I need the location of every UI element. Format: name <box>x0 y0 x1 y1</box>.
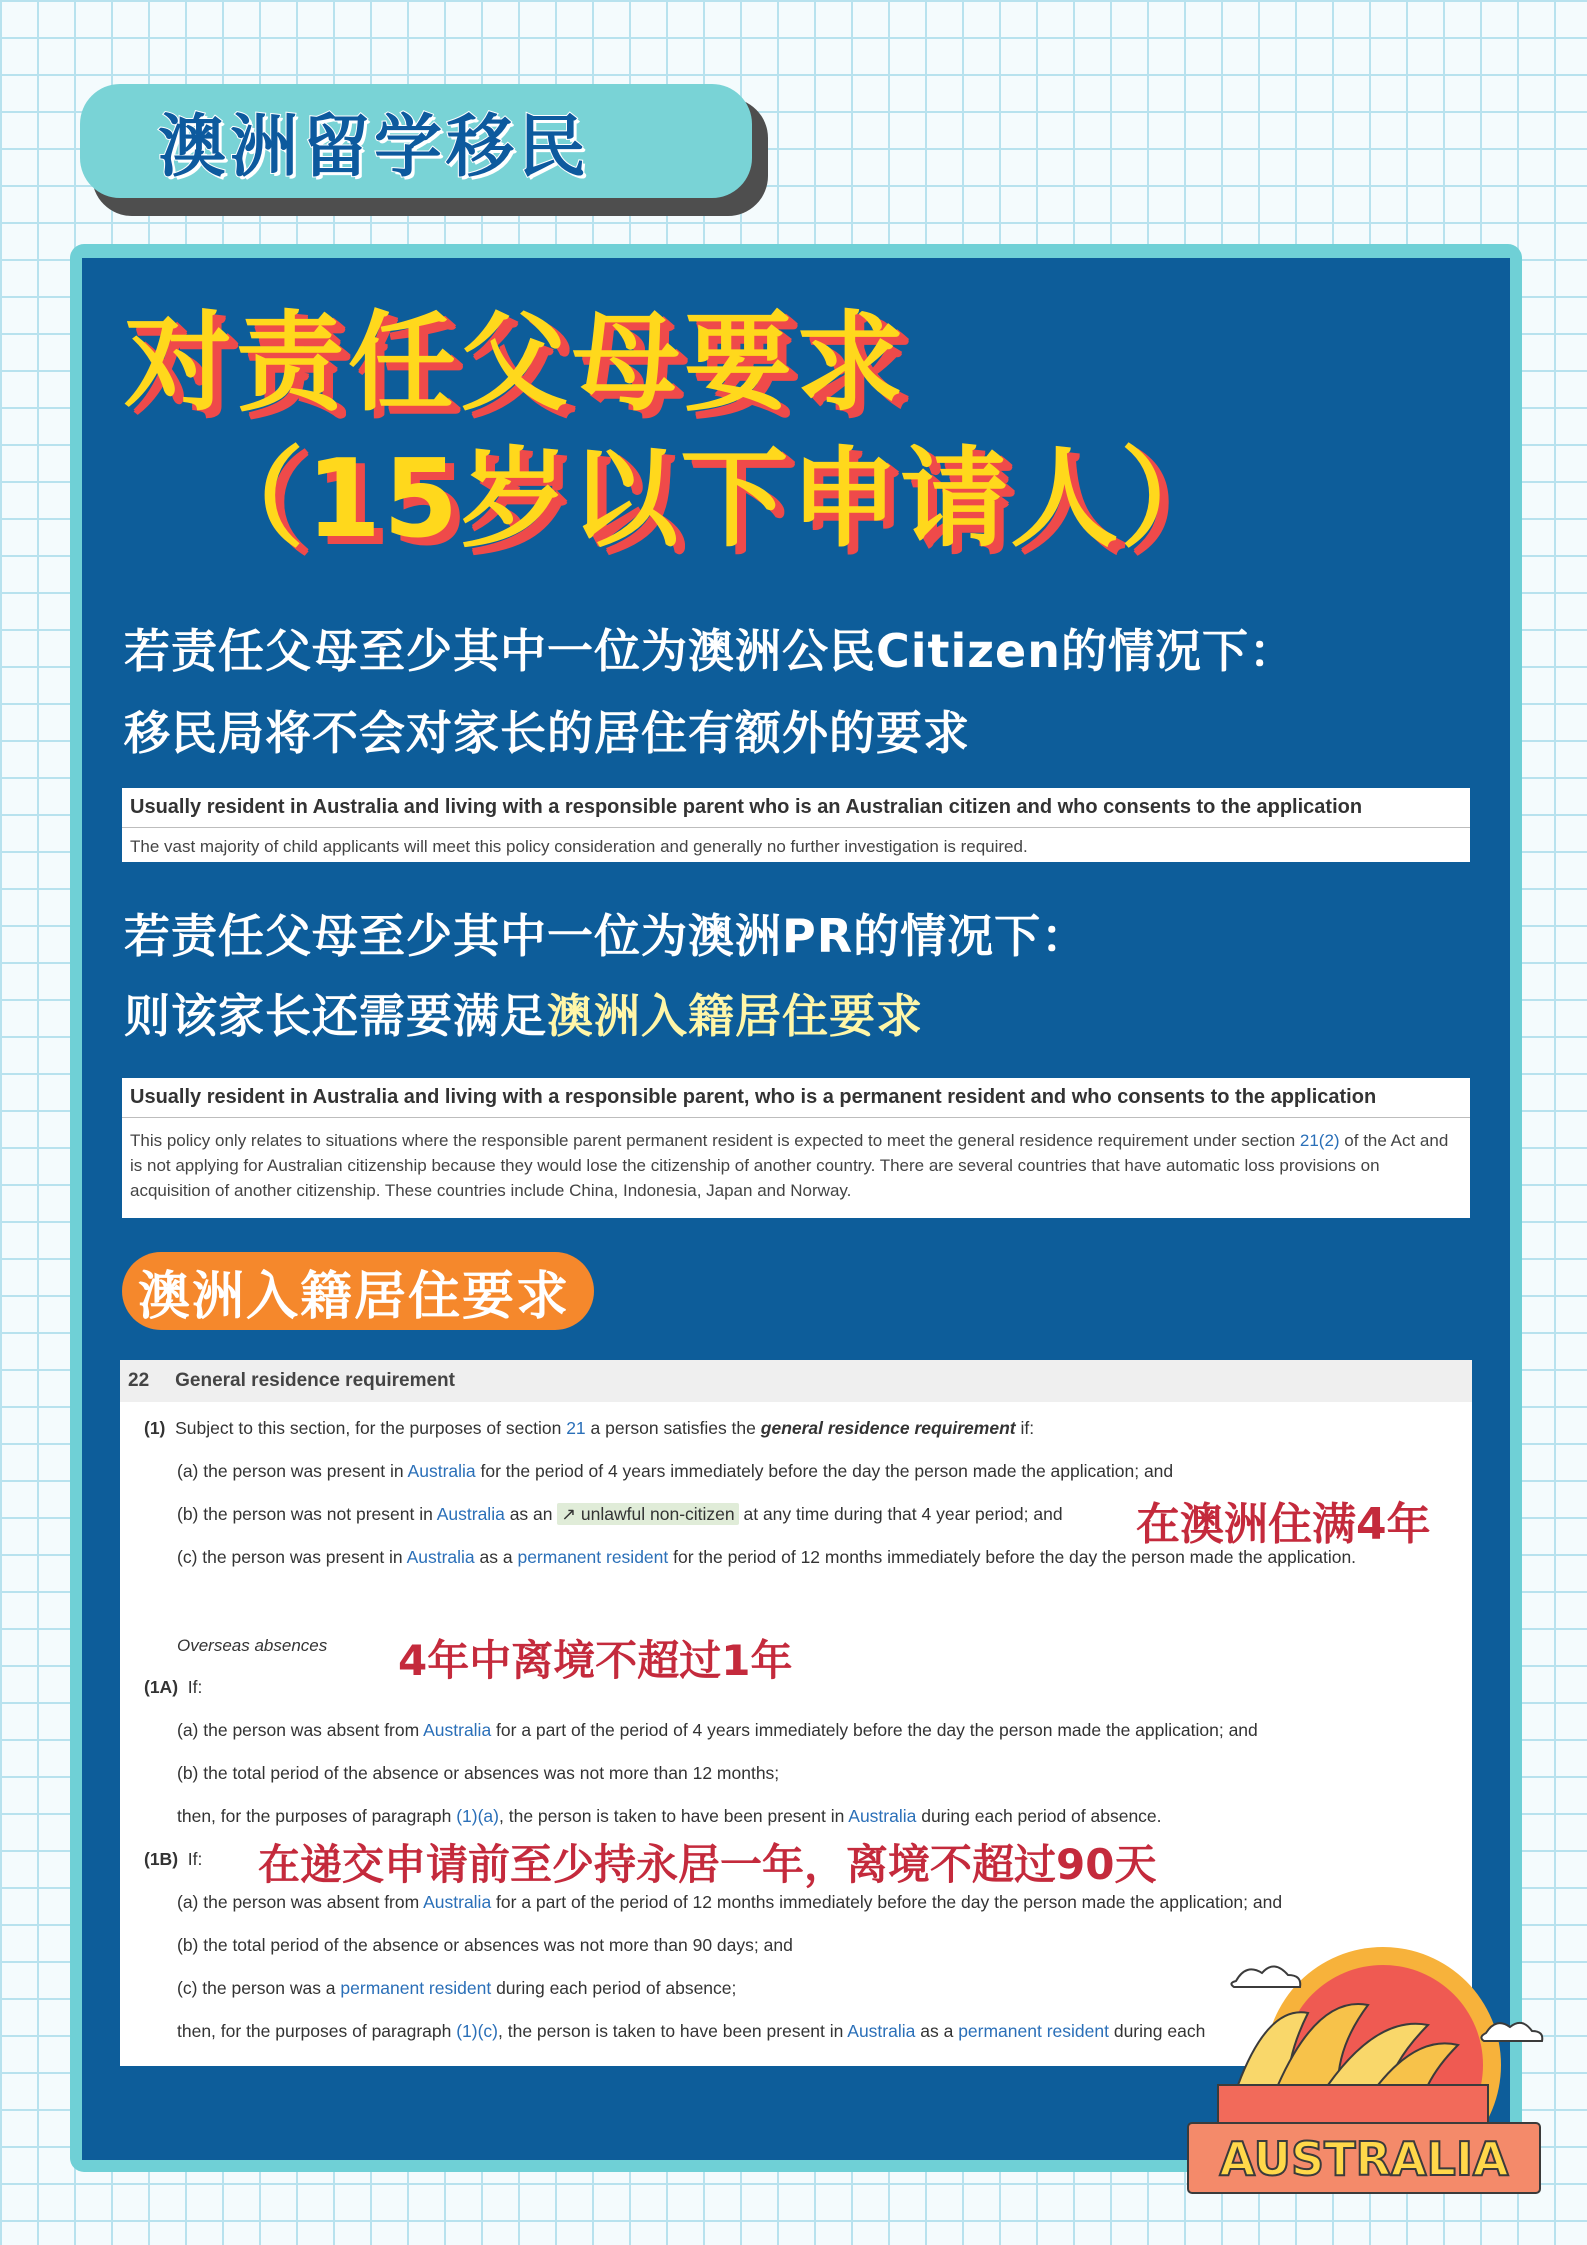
section-21-link[interactable]: 21 <box>566 1418 586 1438</box>
section1-line1: 若责任父母至少其中一位为澳洲公民Citizen的情况下： <box>124 624 1297 678</box>
citizen-policy-box <box>122 788 1470 862</box>
overseas-absences-label: Overseas absences <box>177 1636 328 1655</box>
unlawful-non-citizen-tag[interactable]: ↗ unlawful non-citizen <box>557 1503 738 1525</box>
pr-policy-box <box>122 1078 1470 1218</box>
australia-banner-label: AUSTRALIA <box>1219 2132 1509 2186</box>
law-heading <box>120 1360 1472 1402</box>
law-p1: (1) Subject to this section, for the purposes of section 21 a person satisfies the general residence requirement if: <box>144 1418 1035 1438</box>
law-p1-b: (b) the person was not present in Australia as an ↗ unlawful non-citizen at any time during that 4 year period; and <box>177 1504 1063 1524</box>
law-p1b: (1B) If: <box>144 1849 203 1869</box>
section2-line2-prefix: 则该家长还需要满足 <box>124 989 547 1043</box>
residence-requirement-badge <box>122 1252 594 1330</box>
pr-policy-text-b: of the Act and is not applying for Australian citizenship because they would lose the citizenship of another country. There are several countries that have automatic loss provisions on acquisition of another citizenship. These countries include China, Indonesia, Japan and Norway. <box>130 1131 1449 1200</box>
australia-link[interactable]: Australia <box>848 1806 917 1826</box>
law-p1b-then: then, for the purposes of paragraph (1)(c), the person is taken to have been present in Australia as a permanent resident during each <box>177 2021 1206 2041</box>
section-21-2-link[interactable]: 21(2) <box>1299 1131 1340 1150</box>
law-p1a-b: (b) the total period of the absence or absences was not more than 12 months; <box>177 1763 780 1783</box>
australia-link[interactable]: Australia <box>423 1720 492 1740</box>
paragraph-1c-link[interactable]: (1)(c) <box>456 2021 499 2041</box>
note-absence-1-year: 4年中离境不超过1年 <box>398 1636 793 1685</box>
external-link-icon: ↗ <box>561 1504 577 1524</box>
australia-link[interactable]: Australia <box>436 1504 505 1524</box>
header-title: 澳洲留学移民 <box>158 107 591 187</box>
citizen-policy-heading: Usually resident in Australia and living with a responsible parent who is an Australian citizen and who consents to the application <box>122 788 1470 828</box>
law-section-number: 22 <box>128 1370 150 1391</box>
note-pr-90-days: 在递交申请前至少持永居一年，离境不超过90天 <box>258 1840 1157 1889</box>
australia-link[interactable]: Australia <box>847 2021 916 2041</box>
australia-link[interactable]: Australia <box>407 1461 476 1481</box>
section2-line2-highlight: 澳洲入籍居住要求 <box>547 989 923 1043</box>
law-p1a-then: then, for the purposes of paragraph (1)(a), the person is taken to have been present in Australia during each period of absence. <box>177 1806 1162 1826</box>
citizen-policy-body: The vast majority of child applicants will meet this policy consideration and generally no further investigation is required. <box>130 837 1028 856</box>
australia-link[interactable]: Australia <box>423 1892 492 1912</box>
header-pill <box>80 84 752 198</box>
pr-policy-text-a: This policy only relates to situations where the responsible parent permanent resident is expected to meet the general residence requirement under section <box>130 1131 1300 1150</box>
section2-line2 <box>124 980 923 1046</box>
permanent-resident-link[interactable]: permanent resident <box>958 2021 1109 2041</box>
australia-link[interactable]: Australia <box>406 1547 475 1567</box>
section2-line1: 若责任父母至少其中一位为澳洲PR的情况下： <box>124 909 1089 963</box>
law-p1a-a: (a) the person was absent from Australia for a part of the period of 4 years immediately before the day the person made the application; and <box>177 1720 1258 1740</box>
main-title-line2: （15岁以下申请人） <box>196 437 1231 562</box>
note-4-years: 在澳洲住满4年 <box>1136 1499 1431 1550</box>
permanent-resident-link[interactable]: permanent resident <box>517 1547 669 1567</box>
sydney-opera-house-illustration <box>1178 1935 1568 2203</box>
pr-policy-body <box>122 1118 1470 1213</box>
main-title-line1: 对责任父母要求 <box>124 301 909 426</box>
law-p1-c: (c) the person was present in Australia as a permanent resident for the period of 12 months immediately before the day the person made the application. <box>177 1547 1357 1567</box>
opera-house-base <box>1218 2085 1488 2125</box>
permanent-resident-link[interactable]: permanent resident <box>340 1978 492 1998</box>
law-section-title: General residence requirement <box>175 1370 455 1391</box>
law-p1b-a: (a) the person was absent from Australia for a part of the period of 12 months immediately before the day the person made the application; and <box>177 1892 1283 1912</box>
section1-line2: 移民局将不会对家长的居住有额外的要求 <box>124 706 970 760</box>
law-p1a: (1A) If: <box>144 1677 203 1697</box>
law-p1b-b: (b) the total period of the absence or absences was not more than 90 days; and <box>177 1935 793 1955</box>
paragraph-1a-link[interactable]: (1)(a) <box>456 1806 499 1826</box>
badge-label: 澳洲入籍居住要求 <box>138 1266 571 1327</box>
law-p1-a: (a) the person was present in Australia for the period of 4 years immediately before the day the person made the application; and <box>177 1461 1174 1481</box>
pr-policy-heading: Usually resident in Australia and living with a responsible parent, who is a permanent resident and who consents to the application <box>122 1078 1470 1118</box>
law-p1b-c: (c) the person was a permanent resident during each period of absence; <box>177 1978 737 1998</box>
